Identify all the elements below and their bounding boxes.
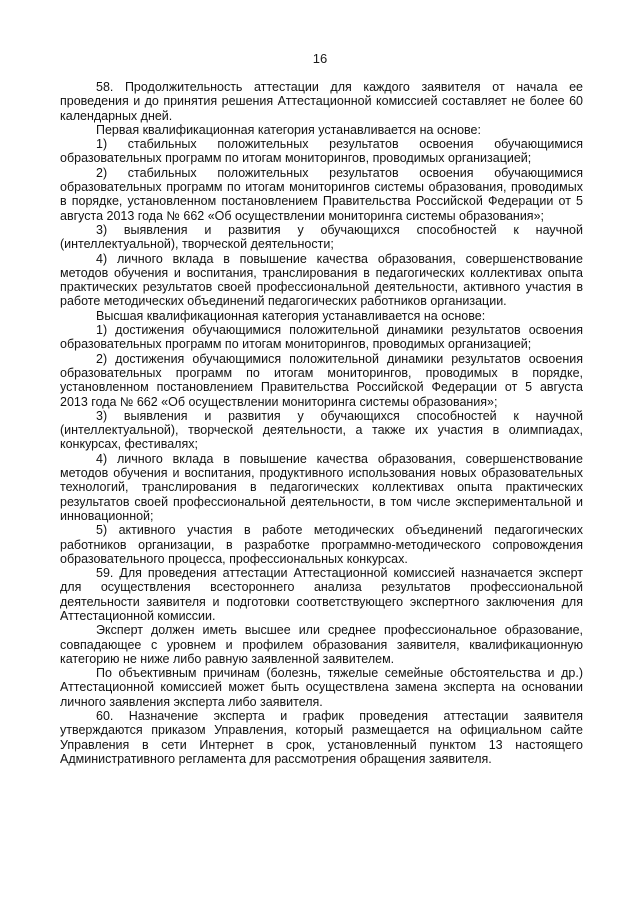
paragraph-highest-category-item-2: 2) достижения обучающимися положительной динамики результатов освоения образовательных программ по итогам мониторингов, проводимых в порядке, установленном постановлением Правительства Российской Федерации от 5 августа 2013 года № 662 «Об осуществлении мониторинга системы образования»; bbox=[60, 351, 583, 409]
paragraph-highest-category-item-3: 3) выявления и развития у обучающихся способностей к научной (интеллектуальной), творческой деятельности, а также их участия в олимпиадах, конкурсах, фестивалях; bbox=[60, 408, 583, 452]
paragraph-58: 58. Продолжительность аттестации для каждого заявителя от начала ее проведения и до принятия решения Аттестационной комиссией составляет не более 60 календарных дней. bbox=[60, 80, 583, 123]
paragraph-highest-category-item-4: 4) личного вклада в повышение качества образования, совершенствование методов обучения и воспитания, продуктивного использования новых образовательных технологий, транслирования в педагогических коллективах опыта практических результатов своей профессиональной деятельности, в том числе экспериментальной и инновационной; bbox=[60, 451, 583, 523]
paragraph-highest-category-item-5: 5) активного участия в работе методических объединений педагогических работников организации, в разработке программно-методического сопровождения образовательного процесса, профессиональных конкурсах. bbox=[60, 523, 583, 566]
paragraph-first-category-intro: Первая квалификационная категория устанавливается на основе: bbox=[96, 122, 481, 137]
paragraph-first-category-item-2: 2) стабильных положительных результатов освоения обучающимися образовательных программ по итогам мониторингов системы образования, проводимых в порядке, установленном постановлением Правительства Российской Федерации от 5 августа 2013 года № 662 «Об осуществлении мониторинга системы образования»; bbox=[60, 165, 583, 223]
paragraph-60: 60. Назначение эксперта и график проведения аттестации заявителя утверждаются приказом Управления, который размещается на официальном сайте Управления в сети Интернет в срок, установленный пунктом 13 настоящего Административного регламента для рассмотрения обращения заявителя. bbox=[60, 709, 583, 766]
paragraph-expert-replacement: По объективным причинам (болезнь, тяжелые семейные обстоятельства и др.) Аттестационной комиссией может быть осуществлена замена эксперта на основании личного заявления эксперта либо заявителя. bbox=[60, 666, 583, 709]
paragraph-highest-category-intro: Высшая квалификационная категория устанавливается на основе: bbox=[96, 308, 486, 323]
paragraph-59: 59. Для проведения аттестации Аттестационной комиссией назначается эксперт для осуществления всестороннего анализа результатов профессиональной деятельности заявителя и подготовки соответствующего экспертного заключения для Аттестационной комиссии. bbox=[60, 566, 583, 623]
paragraph-first-category-item-1: 1) стабильных положительных результатов освоения обучающимися образовательных программ по итогам мониторингов, проводимых организацией; bbox=[60, 137, 583, 166]
paragraph-expert-requirements: Эксперт должен иметь высшее или среднее профессиональное образование, совпадающее с уровнем и профилем образования заявителя, квалификационную категорию не ниже либо равную заявленной заявителем. bbox=[60, 623, 583, 666]
paragraph-highest-category-item-1: 1) достижения обучающимися положительной динамики результатов освоения образовательных программ по итогам мониторингов, проводимых организацией; bbox=[60, 323, 583, 352]
page-number: 16 bbox=[312, 51, 328, 66]
paragraph-first-category-item-4: 4) личного вклада в повышение качества образования, совершенствование методов обучения и воспитания, транслирования в педагогических коллективах опыта практических результатов своей профессиональной деятельности, активного участия в работе методических объединений педагогических работников организации. bbox=[60, 251, 583, 309]
paragraph-first-category-item-3: 3) выявления и развития у обучающихся способностей к научной (интеллектуальной), творческой деятельности; bbox=[60, 222, 583, 252]
document-body bbox=[60, 80, 583, 766]
